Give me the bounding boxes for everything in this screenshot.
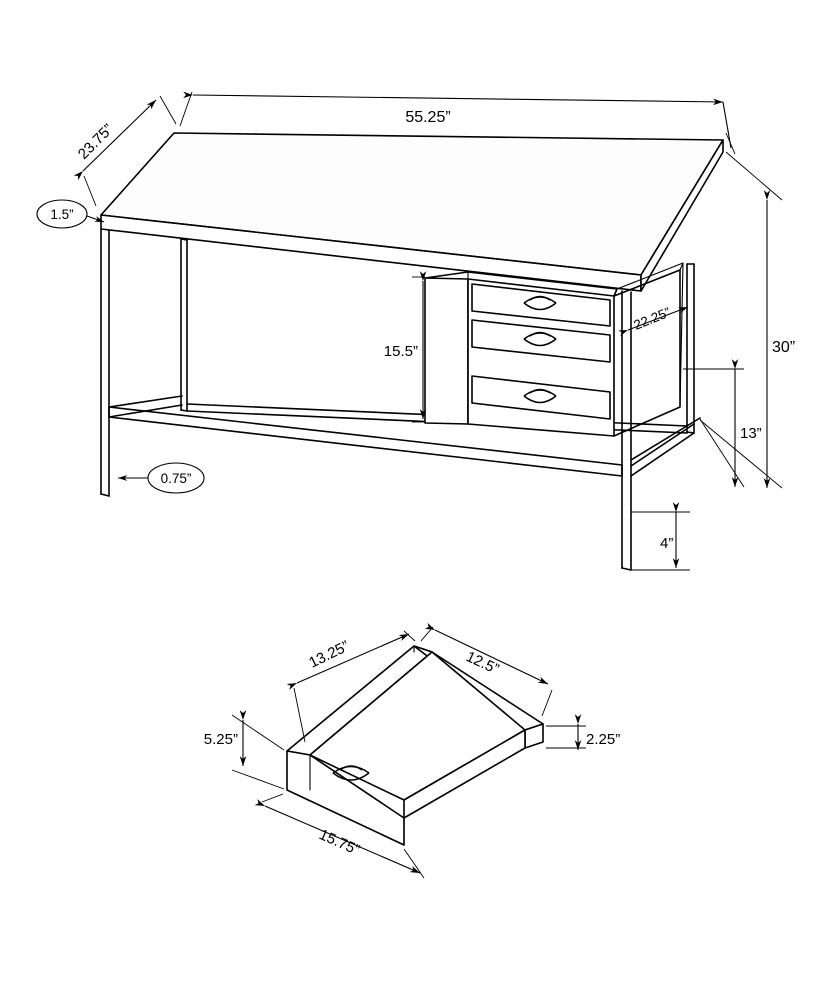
dim-leg-width-label: 0.75” bbox=[160, 471, 192, 486]
dim-clearance-height bbox=[683, 369, 762, 487]
dim-drawer-side-height bbox=[546, 724, 620, 750]
dim-overall-height-label: 30” bbox=[772, 339, 796, 356]
dim-top-thickness bbox=[37, 200, 104, 228]
dim-drawer-bank-height bbox=[384, 277, 425, 422]
dim-foot-rail-height bbox=[631, 512, 690, 570]
dim-drawer-inner-depth-label: 12.5” bbox=[463, 648, 502, 679]
dim-drawer-face-width-label: 15.75” bbox=[316, 826, 363, 859]
dim-drawer-bank-height-label: 15.5” bbox=[383, 343, 418, 360]
dim-top-thickness-label: 1.5” bbox=[50, 207, 74, 222]
drawer-detail-view bbox=[204, 627, 620, 878]
dim-drawer-face-height-label: 5.25” bbox=[203, 731, 238, 748]
dim-drawer-bank-depth-label: 22.25” bbox=[631, 304, 673, 333]
dim-foot-rail-height-label: 4” bbox=[660, 535, 674, 552]
dim-leg-width bbox=[118, 463, 204, 493]
dim-drawer-inner-width-label: 13.25” bbox=[306, 637, 352, 672]
dim-drawer-bank-depth bbox=[628, 305, 688, 333]
dim-drawer-side-height-label: 2.25” bbox=[586, 731, 621, 748]
desk-assembly-view bbox=[37, 92, 795, 570]
desk-top bbox=[101, 133, 723, 291]
drawer-box bbox=[287, 646, 543, 845]
drawer-bank bbox=[425, 263, 683, 436]
dim-clearance-height-label: 13” bbox=[740, 425, 762, 442]
dim-width-label: 55.25” bbox=[405, 109, 451, 126]
dim-depth-label: 23.75” bbox=[74, 120, 117, 163]
dim-drawer-face-height bbox=[204, 715, 284, 789]
